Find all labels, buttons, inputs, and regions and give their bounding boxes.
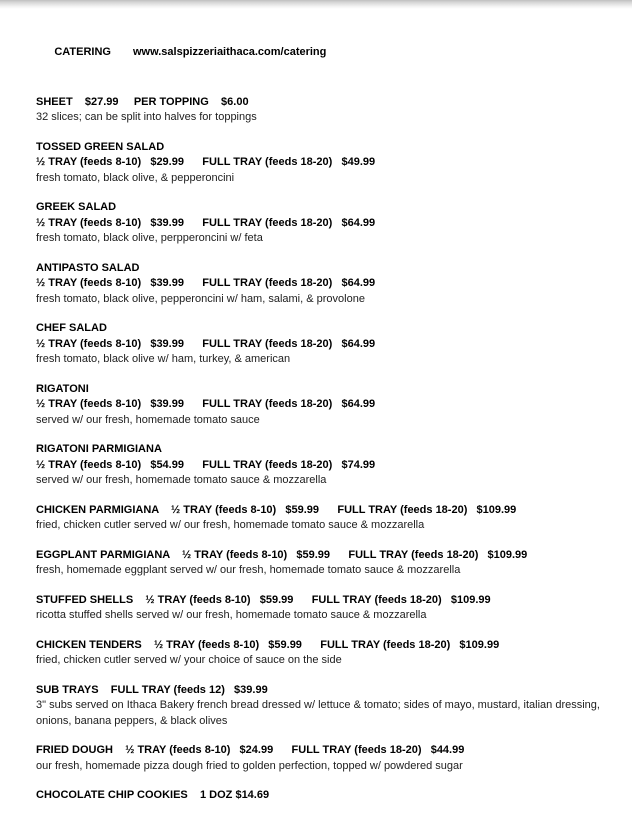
- item-price-line: ½ TRAY (feeds 8-10) $39.99 FULL TRAY (feeds 18-20) $64.99: [36, 398, 376, 410]
- item-name-line: RIGATONI: [36, 382, 89, 395]
- item-price-line: ½ TRAY (feeds 8-10) $39.99 FULL TRAY (feeds 18-20) $64.99: [36, 277, 376, 289]
- menu-item-chocolate-chip-cookies: [36, 788, 606, 804]
- item-description: fresh tomato, black olive, perpperoncini w/ feta: [36, 232, 263, 244]
- item-name-line: SHEET $27.99 PER TOPPING $6.00: [36, 95, 249, 108]
- item-description: ricotta stuffed shells served w/ our fresh, homemade tomato sauce & mozzarella: [36, 609, 427, 621]
- item-name-line: GREEK SALAD: [36, 201, 117, 213]
- item-name-line: RIGATONI PARMIGIANA: [36, 443, 162, 455]
- menu-item-stuffed-shells: [36, 593, 606, 624]
- item-description: 32 slices; can be split into halves for toppings: [36, 111, 257, 123]
- item-description: our fresh, homemade pizza dough fried to golden perfection, topped w/ powdered sugar: [36, 759, 463, 772]
- menu-item-sub-trays: [36, 683, 606, 730]
- item-description: fresh tomato, black olive w/ ham, turkey, & american: [36, 353, 291, 365]
- item-description: served w/ our fresh, homemade tomato sauce: [36, 413, 260, 426]
- menu-item-eggplant-parmigiana: [36, 548, 606, 579]
- menu-item-antipasto-salad: [36, 261, 606, 308]
- menu-item-fried-dough: [36, 743, 606, 774]
- menu-item-rigatoni: [36, 382, 606, 429]
- item-description: served w/ our fresh, homemade tomato sauce & mozzarella: [36, 474, 327, 486]
- menu-item-chef-salad: [36, 321, 606, 368]
- item-name-line: EGGPLANT PARMIGIANA ½ TRAY (feeds 8-10) $59.99 FULL TRAY (feeds 18-20) $109.99: [36, 548, 528, 561]
- item-price-line: ½ TRAY (feeds 8-10) $29.99 FULL TRAY (feeds 18-20) $49.99: [36, 156, 376, 168]
- item-price-line: ½ TRAY (feeds 8-10) $39.99 FULL TRAY (feeds 18-20) $64.99: [36, 337, 376, 350]
- item-description: fresh tomato, black olive, pepperoncini w/ ham, salami, & provolone: [36, 292, 365, 305]
- item-name-line: SUB TRAYS FULL TRAY (feeds 12) $39.99: [36, 683, 268, 696]
- item-price-line: ½ TRAY (feeds 8-10) $54.99 FULL TRAY (feeds 18-20) $74.99: [36, 458, 376, 471]
- item-description: 3" subs served on Ithaca Bakery french bread dressed w/ lettuce & tomato; sides of mayo, mustard, italian dressing, onions, banana peppers, & black olives: [36, 699, 604, 727]
- item-name-line: ANTIPASTO SALAD: [36, 261, 140, 274]
- item-name-line: STUFFED SHELLS ½ TRAY (feeds 8-10) $59.99 FULL TRAY (feeds 18-20) $109.99: [36, 593, 491, 606]
- item-description: fresh tomato, black olive, & pepperoncini: [36, 171, 235, 184]
- item-description: fresh, homemade eggplant served w/ our fresh, homemade tomato sauce & mozzarella: [36, 564, 461, 576]
- item-name-line: TOSSED GREEN SALAD: [36, 140, 165, 153]
- item-description: fried, chicken cutler served w/ your choice of sauce on the side: [36, 654, 342, 666]
- catering-url[interactable]: www.salspizzeriaithaca.com/catering: [132, 45, 327, 58]
- item-name-line: CHEF SALAD: [36, 322, 107, 334]
- menu-item-sheet: [36, 95, 606, 126]
- page-title: CATERING: [54, 45, 111, 58]
- item-price-line: ½ TRAY (feeds 8-10) $39.99 FULL TRAY (feeds 18-20) $64.99: [36, 216, 376, 229]
- item-description: fried, chicken cutler served w/ our fresh, homemade tomato sauce & mozzarella: [36, 519, 425, 531]
- item-name-line: CHOCOLATE CHIP COOKIES 1 DOZ $14.69: [36, 789, 270, 801]
- menu-item-greek-salad: [36, 200, 606, 247]
- item-name-line: CHICKEN TENDERS ½ TRAY (feeds 8-10) $59.99 FULL TRAY (feeds 18-20) $109.99: [36, 638, 500, 651]
- item-name-line: FRIED DOUGH ½ TRAY (feeds 8-10) $24.99 FULL TRAY (feeds 18-20) $44.99: [36, 744, 465, 756]
- menu-heading: [36, 29, 606, 76]
- menu-item-chicken-parmigiana: [36, 503, 606, 534]
- menu-item-tossed-green-salad: [36, 140, 606, 187]
- menu-item-chicken-tenders: [36, 638, 606, 669]
- menu-item-rigatoni-parmigiana: [36, 442, 606, 489]
- item-name-line: CHICKEN PARMIGIANA ½ TRAY (feeds 8-10) $59.99 FULL TRAY (feeds 18-20) $109.99: [36, 503, 517, 516]
